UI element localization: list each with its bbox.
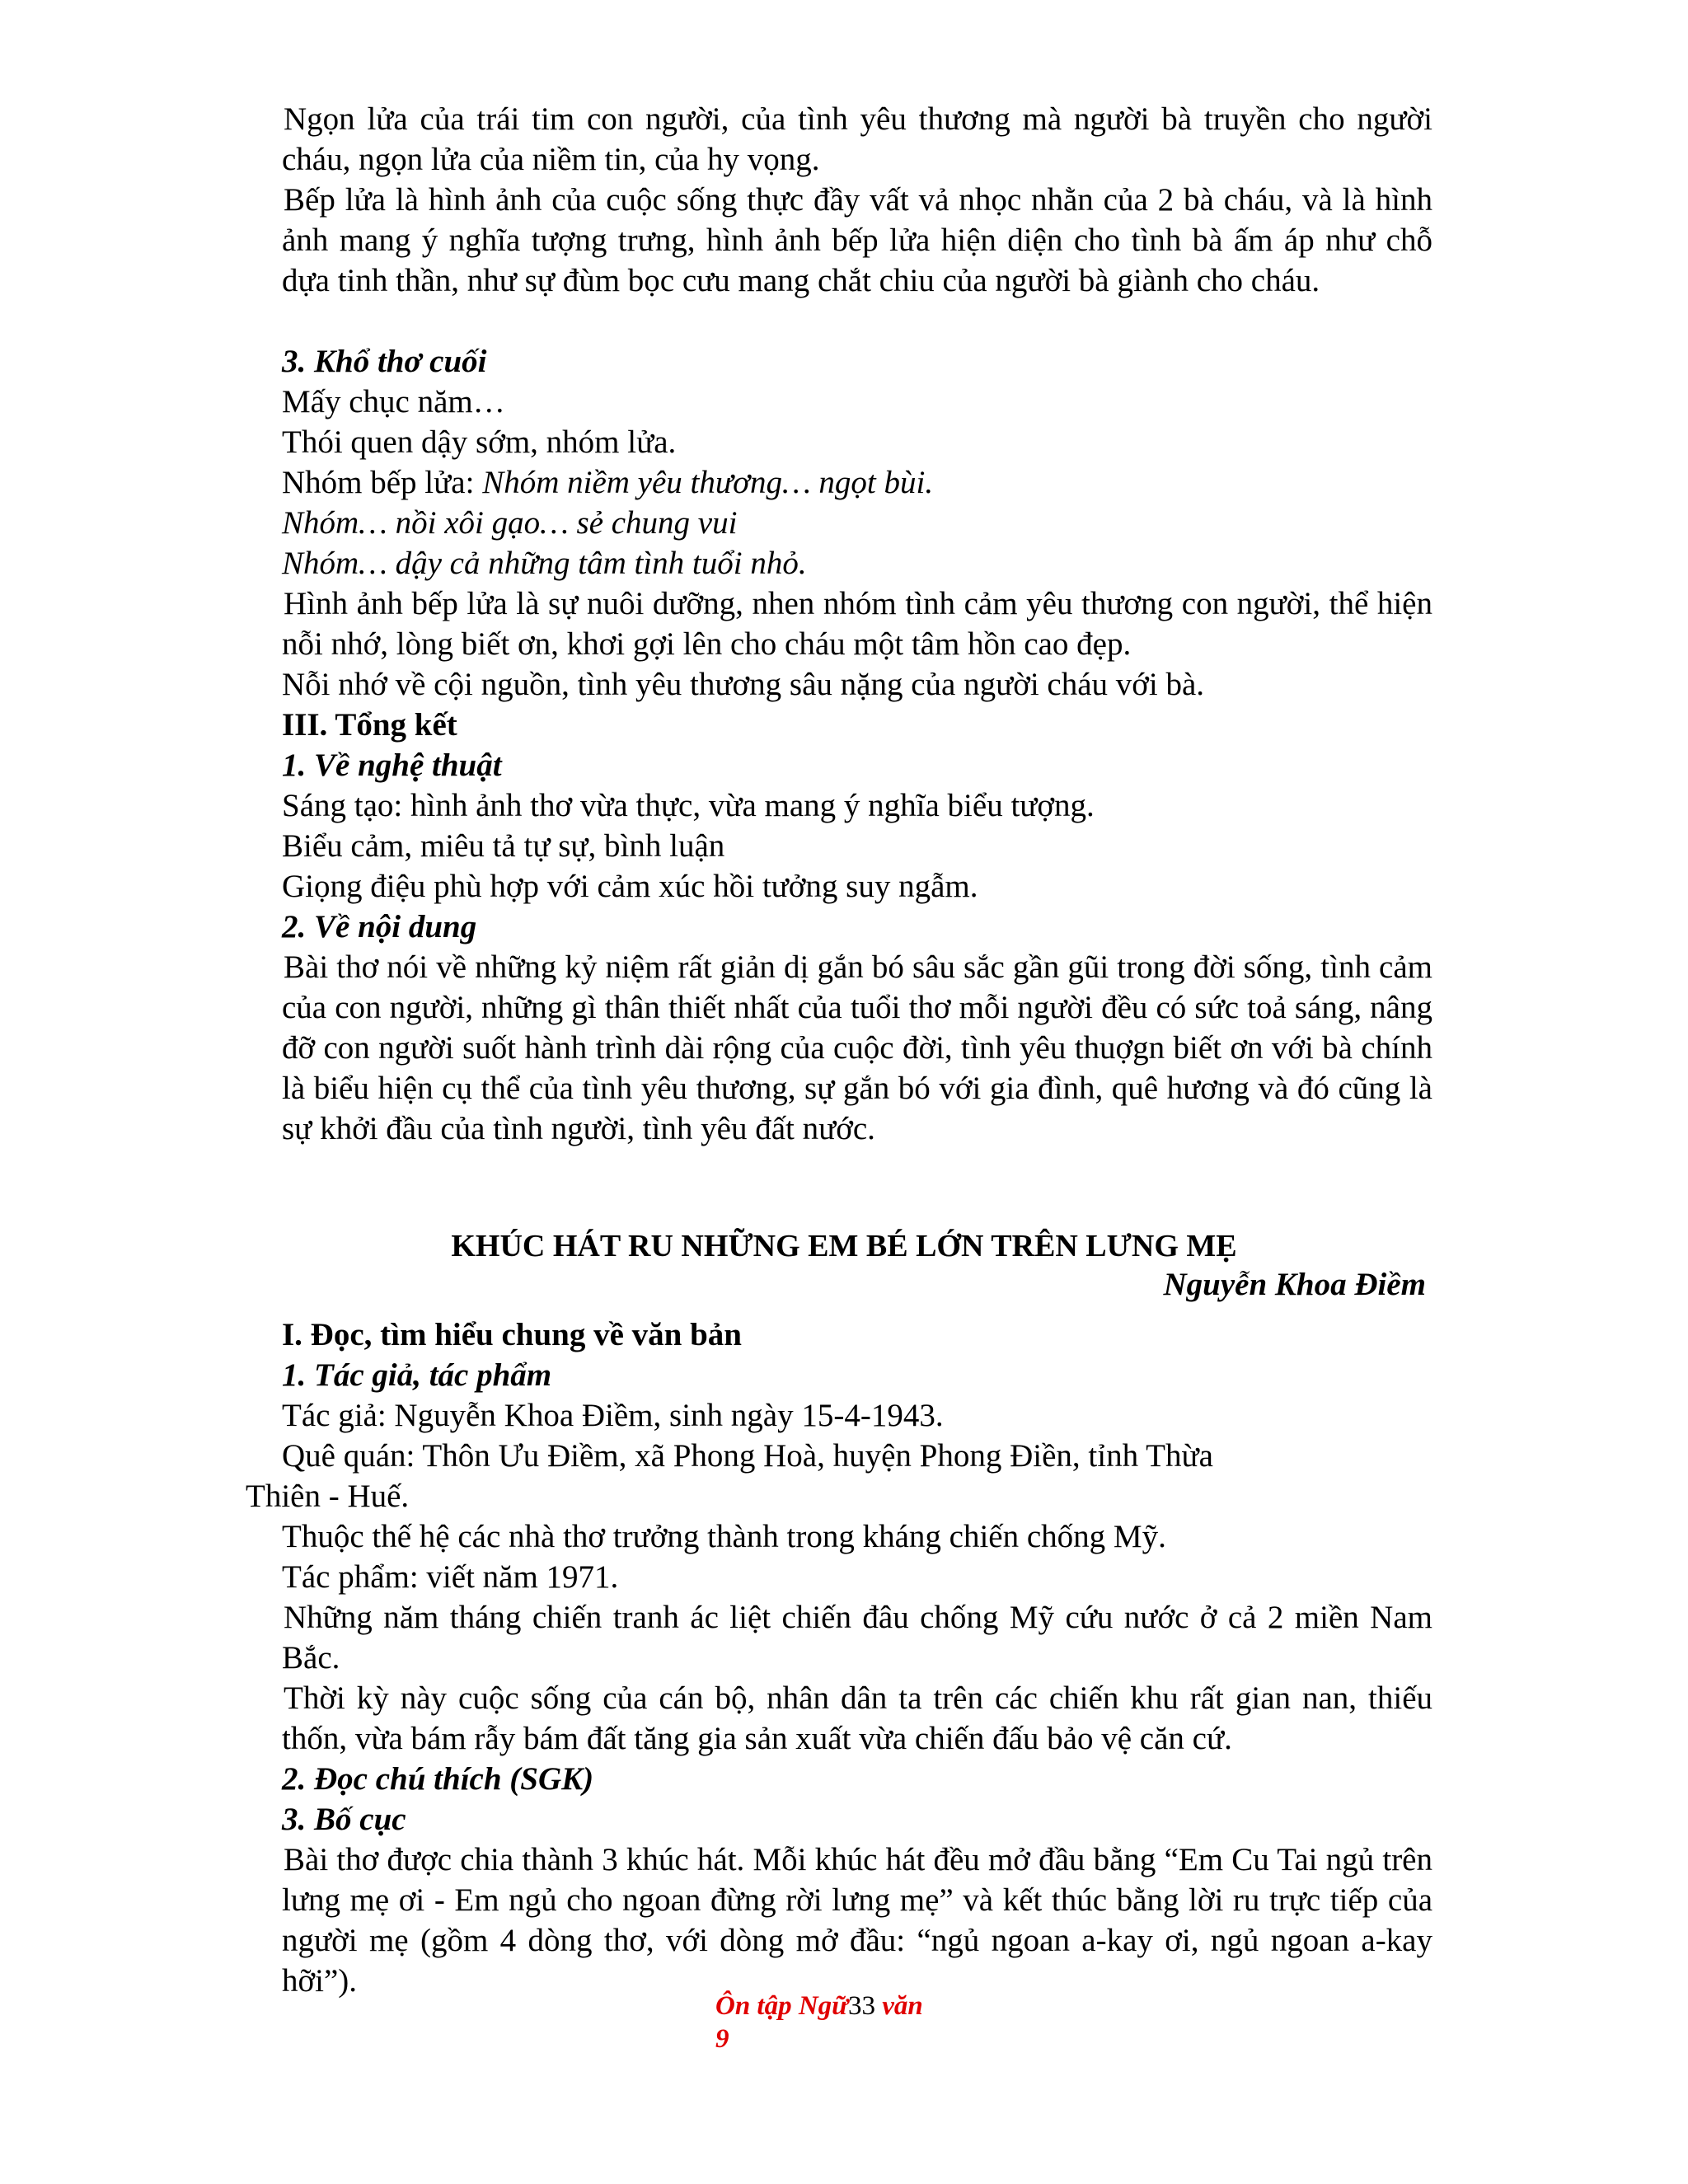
footer-line-2: 9 <box>715 2024 729 2054</box>
verse-line-5: Nhóm… dậy cả những tâm tình tuổi nhỏ. <box>282 546 807 581</box>
heading-art: 1. Về nghệ thuật <box>282 748 502 783</box>
heading-content: 2. Về nội dung <box>282 909 477 944</box>
author-line: Tác giả: Nguyễn Khoa Điềm, sinh ngày 15-4-1943. <box>282 1398 944 1433</box>
heading-notes: 2. Đọc chú thích (SGK) <box>282 1761 594 1797</box>
heading-reading-overview: I. Đọc, tìm hiểu chung về văn bản <box>282 1317 742 1352</box>
art-line-1: Sáng tạo: hình ảnh thơ vừa thực, vừa mang ý nghĩa biểu tượng. <box>282 788 1095 823</box>
paragraph-nurturing: Hình ảnh bếp lửa là sự nuôi dưỡng, nhen nhóm tình cảm yêu thương con người, thể hiện nỗi nhớ, lòng biết ơn, khơi gợi lên cho cháu một tâm hồn cao đẹp. <box>282 586 1432 662</box>
paragraph-origins: Nỗi nhớ về cội nguồn, tình yêu thương sâu nặng của người cháu với bà. <box>282 667 1205 702</box>
footer-text: Ôn tập Ngữ <box>715 1991 848 2021</box>
paragraph-kitchen-fire-image: Bếp lửa là hình ảnh của cuộc sống thực đầy vất vả nhọc nhằn của 2 bà cháu, và là hình ảnh mang ý nghĩa tượng trưng, hình ảnh bếp lửa hiện diện cho tình bà ấm áp như chỗ dựa tinh thần, như sự đùm bọc cưu mang chắt chiu của người bà giành cho cháu. <box>282 182 1432 298</box>
art-line-3: Giọng điệu phù hợp với cảm xúc hồi tưởng suy ngẫm. <box>282 869 978 904</box>
footer-text-end: văn <box>874 1991 923 2021</box>
art-line-2: Biểu cảm, miêu tả tự sự, bình luận <box>282 828 725 864</box>
generation-line: Thuộc thế hệ các nhà thơ trưởng thành trong kháng chiến chống Mỹ. <box>282 1519 1166 1554</box>
verse-line-3-prefix: Nhóm bếp lửa: <box>282 465 483 500</box>
hometown-line: Quê quán: Thôn Ưu Điềm, xã Phong Hoà, huyện Phong Điền, tỉnh Thừa <box>282 1438 1213 1474</box>
verse-line-3-quote: Nhóm niềm yêu thương… ngọt bùi. <box>482 465 934 500</box>
heading-structure: 3. Bố cục <box>282 1802 406 1837</box>
poem-author: Nguyễn Khoa Điềm <box>1163 1267 1426 1302</box>
heading-summary: III. Tổng kết <box>282 707 457 743</box>
verse-line-2: Thói quen dậy sớm, nhóm lửa. <box>282 424 677 460</box>
paragraph-fire-of-heart: Ngọn lửa của trái tim con người, của tình yêu thương mà người bà truyền cho người cháu, ngọn lửa của niềm tin, của hy vọng. <box>282 101 1432 177</box>
verse-line-3 <box>282 462 933 503</box>
paragraph-content-summary: Bài thơ nói về những kỷ niệm rất giản dị gắn bó sâu sắc gần gũi trong đời sống, tình cảm của con người, những gì thân thiết nhất của tuổi thơ mỗi người đều có sức toả sáng, nâng đỡ con người suốt hành trình dài rộng của cuộc đời, tình yêu thuợgn biết ơn với bà chính là biểu hiện cụ thể của tình yêu thương, sự gắn bó với gia đình, quê hương và đó cũng là sự khởi đầu của tình người, tình yêu đất nước. <box>282 949 1432 1146</box>
page-footer <box>715 1990 923 2055</box>
heading-last-stanza: 3. Khổ thơ cuối <box>282 344 487 379</box>
footer-line-1 <box>715 1990 923 2022</box>
heading-author-work: 1. Tác giả, tác phẩm <box>282 1357 552 1393</box>
page-number: 33 <box>847 1991 875 2021</box>
paragraph-hardship: Thời kỳ này cuộc sống của cán bộ, nhân dân ta trên các chiến khu rất gian nan, thiếu thốn, vừa bám rẫy bám đất tăng gia sản xuất vừa chiến đấu bảo vệ căn cứ. <box>282 1680 1432 1756</box>
paragraph-war-years: Những năm tháng chiến tranh ác liệt chiến đâu chống Mỹ cứu nước ở cả 2 miền Nam Bắc. <box>282 1600 1432 1675</box>
hometown-line-cont: Thiên - Huế. <box>246 1479 410 1514</box>
work-year-line: Tác phẩm: viết năm 1971. <box>282 1559 619 1595</box>
verse-line-1: Mấy chục năm… <box>282 384 505 419</box>
poem-title: KHÚC HÁT RU NHỮNG EM BÉ LỚN TRÊN LƯNG MẸ <box>451 1229 1237 1263</box>
verse-line-4: Nhóm… nồi xôi gạo… sẻ chung vui <box>282 505 738 541</box>
paragraph-structure: Bài thơ được chia thành 3 khúc hát. Mỗi khúc hát đều mở đầu bằng “Em Cu Tai ngủ trên lưng mẹ ơi - Em ngủ cho ngoan đừng rời lưng mẹ” và kết thúc bằng lời ru trực tiếp của người mẹ (gồm 4 dòng thơ, với dòng mở đầu: “ngủ ngoan a-kay ơi, ngủ ngoan a-kay hỡi”). <box>282 1842 1432 1999</box>
